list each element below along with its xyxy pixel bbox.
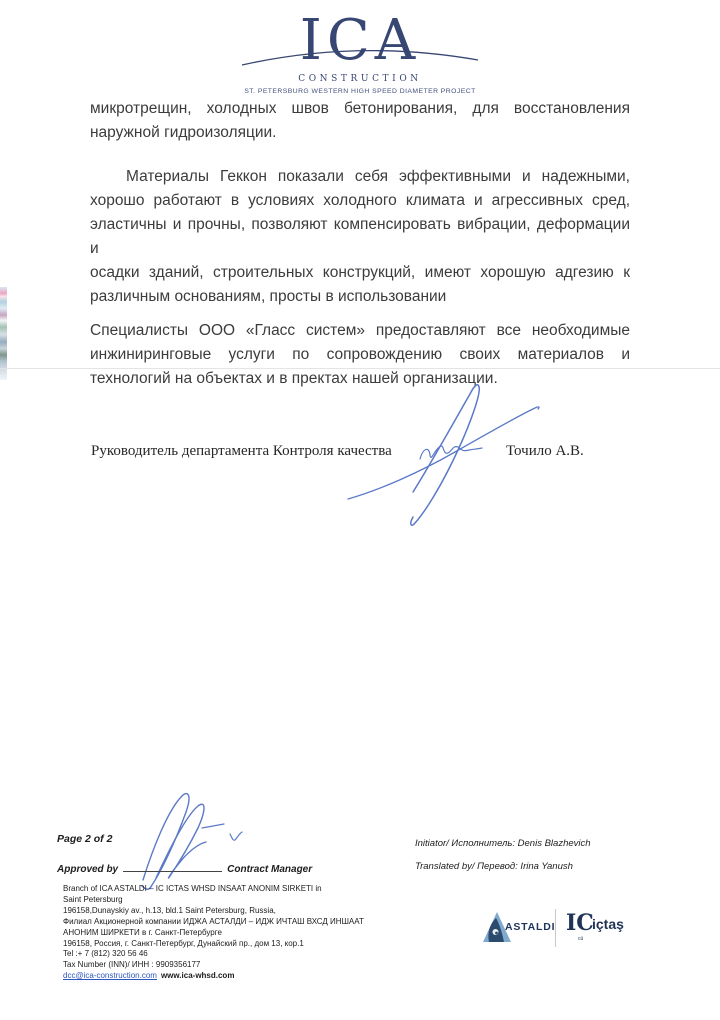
approval-signature-ink xyxy=(118,788,252,892)
logo-tagline: ST. PETERSBURG WESTERN HIGH SPEED DIAMETER PROJECT xyxy=(244,88,476,95)
signatory-role: Руководитель департамента Контроля качества xyxy=(91,443,392,459)
text-line: Tax Number (INN)/ ИНН : 9909356177 xyxy=(63,960,201,970)
signature-ink xyxy=(330,380,545,532)
text-line: АНОНИМ ШИРКЕТИ в г. Санкт-Петербурге xyxy=(63,927,222,937)
signature-line xyxy=(123,860,222,872)
text-line: Филиал Акционерной компании ИДЖА АСТАЛДИ – ИДЖ ИЧТАШ ВХСД ИНШААТ xyxy=(63,916,364,926)
text-line: инжиниринговые услуги по сопровождению своих материалов и xyxy=(90,346,630,363)
approved-by-row xyxy=(57,860,312,875)
address-lines xyxy=(63,884,364,971)
ictas-logo-text: içtaş xyxy=(592,916,624,932)
letter-body xyxy=(90,97,630,391)
text-line: Специалисты ООО «Гласс систем» предоставляют все необходимые xyxy=(90,322,630,339)
page-number: Page 2 of 2 xyxy=(57,833,113,845)
astaldi-logo-text: ASTALDI xyxy=(505,921,556,933)
text-line: Branch of ICA ASTALDI – IC ICTAS WHSD INSAAT ANONIM SIRKETI in xyxy=(63,884,322,893)
text-line: технологий на объектах и в пректах нашей организации. xyxy=(90,370,498,387)
text-line: микротрещин, холодных швов бетонирования, для восстановления xyxy=(90,100,630,117)
logo-text: ICA xyxy=(299,8,421,73)
text-line: 196158, Россия, г. Санкт-Петербург, Дунайский пр., дом 13, кор.1 xyxy=(63,938,304,948)
initiator-line: Initiator/ Исполнитель: Denis Blazhevich xyxy=(415,838,591,849)
footer-credits xyxy=(415,838,591,884)
email-link[interactable]: dcc@ica-construction.com xyxy=(63,971,157,981)
contact-line xyxy=(63,971,364,982)
text-line: эластичны и прочны, позволяют компенсировать вибрации, деформации и xyxy=(90,216,630,257)
website-text: www.ica-whsd.com xyxy=(160,971,235,981)
logo-swoosh-icon xyxy=(240,44,480,70)
scan-fold-line xyxy=(0,368,720,369)
text-line: Tel :+ 7 (812) 320 56 46 xyxy=(63,949,148,959)
ictas-logo-ic: IC xyxy=(566,910,594,936)
text-line: Saint Petersburg xyxy=(63,894,123,904)
body-paragraph-2 xyxy=(90,165,630,309)
text-line: осадки зданий, строительных конструкций, имеют хорошую адгезию к xyxy=(90,264,630,281)
company-address-block xyxy=(63,884,364,982)
approved-by-label: Approved by xyxy=(57,864,119,875)
translator-line: Translated by/ Перевод: Irina Yanush xyxy=(415,861,573,872)
text-line: 196158,Dunayskiy av., h.13, bld.1 Saint Petersburg, Russia, xyxy=(63,905,276,915)
logo-divider xyxy=(555,909,556,947)
logo-subtitle: CONSTRUCTION xyxy=(298,74,422,84)
signatory-name: Точило А.В. xyxy=(506,443,584,459)
ictas-logo-sub: cü xyxy=(578,936,584,942)
body-paragraph-1 xyxy=(90,97,630,145)
text-line: Материалы Геккон показали себя эффективными и надежными, xyxy=(126,168,630,185)
text-line: различным основаниям, просты в использовании xyxy=(90,288,447,305)
scan-artifact xyxy=(0,287,7,380)
text-line: хорошо работают в условиях холодного климата и агрессивных сред, xyxy=(90,192,630,209)
text-line: наружной гидроизоляции. xyxy=(90,124,277,141)
approved-role-label: Contract Manager xyxy=(227,864,313,875)
